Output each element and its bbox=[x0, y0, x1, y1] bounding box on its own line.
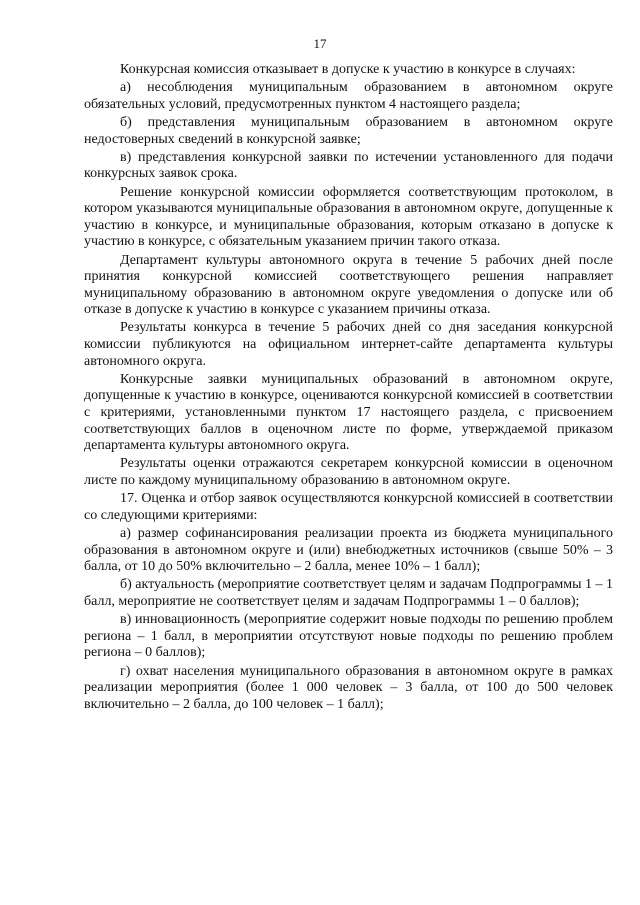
paragraph-results-publication: Результаты конкурса в течение 5 рабочих дней со дня заседания конкурсной комиссии публикуются на официальном интернет-сайте департамента культуры автономного округа. bbox=[84, 320, 613, 369]
paragraph-refusal-intro: Конкурсная комиссия отказывает в допуске к участию в конкурсе в случаях: bbox=[120, 62, 576, 77]
paragraph-criterion-a: а) размер софинансирования реализации проекта из бюджета муниципального образования в автономном округе и (или) внебюджетных источников (свыше 50% – 3 балла, от 10 до 50% включительно – 2 балла, менее 10% – 1 балл); bbox=[84, 525, 613, 575]
paragraph-evaluation-sheet: Результаты оценки отражаются секретарем конкурсной комиссии в оценочном листе по каждому муниципальному образованию в автономном округе. bbox=[84, 456, 613, 488]
paragraph-refusal-b: б) представления муниципальным образованием в автономном округе недостоверных сведений в конкурсной заявке; bbox=[84, 114, 613, 147]
document-body bbox=[84, 62, 613, 715]
paragraph-criterion-d: г) охват населения муниципального образования в автономном округе в рамках реализации мероприятия (более 1 000 человек – 3 балла, от 100 до 500 человек включительно – 2 балла, до 100 человек – 1 балл); bbox=[84, 663, 613, 712]
paragraph-evaluation: Конкурсные заявки муниципальных образований в автономном округе, допущенные к участию в конкурсе, оцениваются конкурсной комиссией в соответствии с критериями, установленными пунктом 17 настоящего раздела, с присвоением соответствующих баллов в оценочном листе по форме, утверждаемой приказом департамента культуры автономного округа. bbox=[84, 371, 613, 454]
paragraph-decision-protocol: Решение конкурсной комиссии оформляется соответствующим протоколом, в котором указываются муниципальные образования в автономном округе, допущенные к участию в конкурсе, и муниципальные образования, которым отказано в допуске к участию в конкурсе, с обязательным указанием причин такого отказа. bbox=[84, 184, 613, 250]
paragraph-criterion-c: в) инновационность (мероприятие содержит новые подходы по решению проблем региона – 1 балл, в мероприятии отсутствуют новые подходы по решению проблем региона – 0 баллов); bbox=[84, 612, 613, 661]
paragraph-criterion-b: б) актуальность (мероприятие соответствует целям и задачам Подпрограммы 1 – 1 балл, мероприятие не соответствует целям и задачам Подпрограммы 1 – 0 баллов); bbox=[84, 577, 613, 609]
paragraph-refusal-a: а) несоблюдения муниципальным образованием в автономном округе обязательных условий, предусмотренных пунктом 4 настоящего раздела; bbox=[84, 80, 613, 112]
paragraph-clause-17: 17. Оценка и отбор заявок осуществляются конкурсной комиссией в соответствии со следующими критериями: bbox=[84, 491, 613, 523]
paragraph-refusal-c: в) представления конкурсной заявки по истечении установленного для подачи конкурсных заявок срока. bbox=[84, 149, 613, 182]
paragraph-notification: Департамент культуры автономного округа в течение 5 рабочих дней после принятия конкурсной комиссией соответствующего решения направляет муниципальному образованию в автономном округе уведомления о допуске или об отказе в допуске к участию в конкурсе с указанием причины отказа. bbox=[84, 252, 613, 318]
page-number: 17 bbox=[313, 36, 327, 51]
